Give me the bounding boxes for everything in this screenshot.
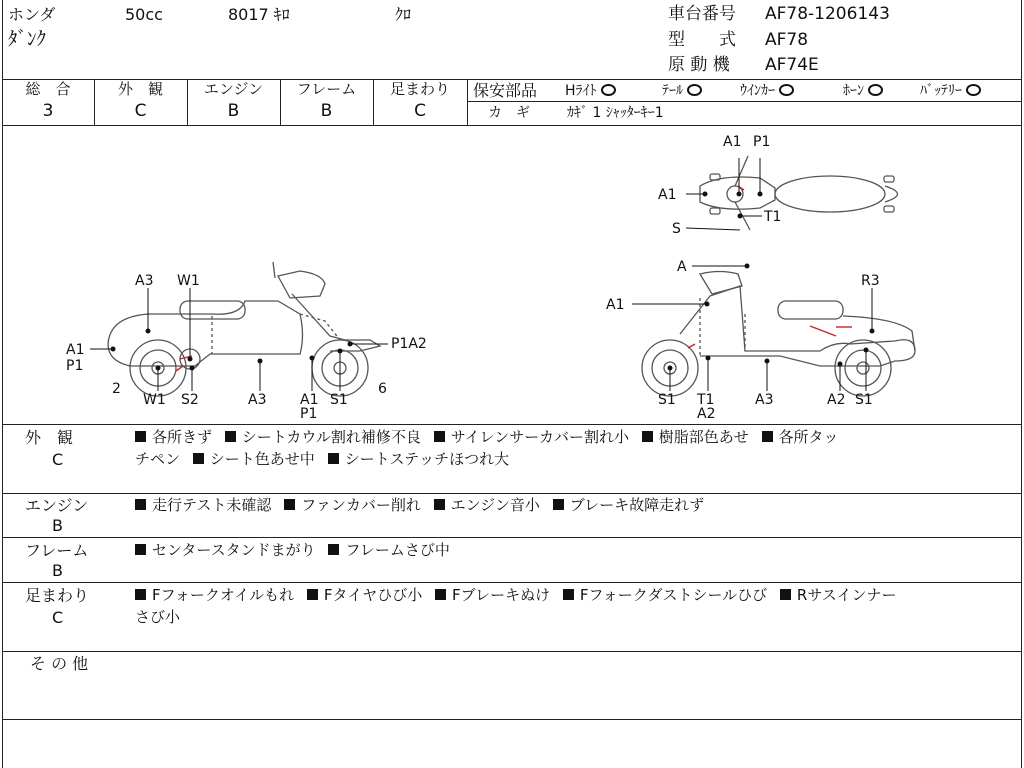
damage-diagram [0,126,1024,424]
mark-label: T1 [697,392,715,408]
bullet-square-icon [135,499,146,510]
mark-label: A1 [606,297,625,313]
bullet-square-icon [434,431,445,442]
mileage: 8017 ｷﾛ [228,5,290,24]
mark-label: P1A2 [391,336,427,352]
bullet-square-icon [193,453,204,464]
diagram-divider [2,424,1022,425]
mark-label: A1 [723,134,742,150]
note-grade-engine: B [52,516,63,535]
note-divider-3 [2,582,1022,583]
mark-label: 2 [112,381,121,397]
ok-circle-icon [868,84,883,96]
mark-label: P1 [66,358,84,374]
grade-value-suspension: C [414,101,426,121]
mark-label: R3 [861,273,880,289]
safety-horn: ﾎｰﾝ [843,84,883,98]
key-value: ｶｷﾞ 1 ｼｬｯﾀｰｷｰ1 [567,105,664,121]
note-suspension: Fフォークオイルもれ Fタイヤひび小 Fブレーキぬけ Fフォークダストシールひび Rサスインナー さび小 [135,586,897,626]
bullet-square-icon [135,431,146,442]
note-label-other: そ の 他 [30,654,89,673]
mark-label: A1 [300,392,319,408]
bullet-square-icon [553,499,564,510]
mark-label: A3 [135,273,154,289]
grade-col-divider [467,79,468,125]
mark-label: P1 [753,134,771,150]
grade-label-frame: フレーム [296,80,357,98]
bullet-square-icon [780,589,791,600]
ok-circle-icon [779,84,794,96]
ok-circle-icon [687,84,702,96]
grade-value-frame: B [320,101,333,121]
grade-label-exterior: 外 観 [117,80,163,98]
note-divider-5 [2,719,1022,720]
note-label-suspension: 足まわり [25,586,90,605]
mark-label: T1 [764,209,782,225]
note-label-engine: エンジン [25,496,89,515]
safety-taillight: ﾃｰﾙ [662,84,702,98]
bullet-square-icon [135,544,146,555]
scooter-right-side-view [642,272,915,397]
bullet-square-icon [284,499,295,510]
mark-label: W1 [177,273,200,289]
mark-label: S1 [658,392,676,408]
color: ｸﾛ [395,5,412,24]
key-label: カ ギ [488,105,530,121]
grade-label-overall: 総 合 [25,80,71,98]
safety-headlight: Hﾗｲﾄ [565,84,616,98]
bullet-square-icon [328,453,339,464]
bullet-square-icon [135,589,146,600]
note-label-exterior: 外 観 [25,428,74,447]
safety-label: 保安部品 [473,81,538,100]
note-grade-exterior: C [52,450,64,469]
model-name: ﾀﾞﾝｸ [8,28,47,50]
bullet-square-icon [642,431,653,442]
engine-value: AF74E [765,55,819,75]
note-grade-frame: B [52,561,63,580]
note-divider-2 [2,537,1022,538]
mark-label: A1 [658,187,677,203]
ok-circle-icon [601,84,616,96]
type-value: AF78 [765,30,809,50]
note-engine: 走行テスト未確認 ファンカバー削れ エンジン音小 ブレーキ故障走れず [135,494,1015,516]
mark-label: P1 [300,406,318,422]
grade-value-engine: B [227,101,240,121]
note-divider-4 [2,651,1022,652]
mark-label: S1 [330,392,348,408]
bullet-square-icon [225,431,236,442]
mark-label: A2 [827,392,846,408]
mark-label: 6 [378,381,387,397]
mark-label: S [672,221,681,237]
mark-label: A1 [66,342,85,358]
type-label: 型 式 [668,30,736,50]
grade-value-exterior: C [134,101,147,121]
ok-circle-icon [966,84,981,96]
bullet-square-icon [434,499,445,510]
mark-label: S1 [855,392,873,408]
bullet-square-icon [762,431,773,442]
scooter-top-view [700,156,898,230]
note-exterior: 各所きず シートカウル割れ補修不良 サイレンサーカバー割れ小 樹脂部色あせ 各所タッ チペン シート色あせ中 シートステッチほつれ大 [135,428,839,468]
note-grade-suspension: C [52,608,64,627]
grade-value-overall: 3 [42,101,54,121]
note-frame: センタースタンドまがり フレームさび中 [135,539,1015,561]
mark-label: A [677,259,687,275]
engine-label: 原 動 機 [668,55,730,75]
note-label-frame: フレーム [25,541,89,560]
grade-label-suspension: 足まわり [389,80,450,98]
bullet-square-icon [563,589,574,600]
bullet-square-icon [307,589,318,600]
safety-divider [467,101,1022,102]
frame-no: AF78-1206143 [765,4,890,24]
mark-label: W1 [143,392,166,408]
maker: ホンダ [8,5,56,24]
frame-no-label: 車台番号 [668,4,736,24]
displacement: 50cc [125,5,163,24]
safety-battery: ﾊﾞｯﾃﾘｰ [920,84,981,98]
safety-winker: ｳｲﾝｶｰ [740,84,794,98]
mark-label: A3 [755,392,774,408]
bullet-square-icon [328,544,339,555]
damage-marks-red [176,186,852,371]
mark-label: A2 [697,406,716,422]
mark-label: S2 [181,392,199,408]
mark-label: A3 [248,392,267,408]
bullet-square-icon [435,589,446,600]
grade-label-engine: エンジン [203,80,264,98]
